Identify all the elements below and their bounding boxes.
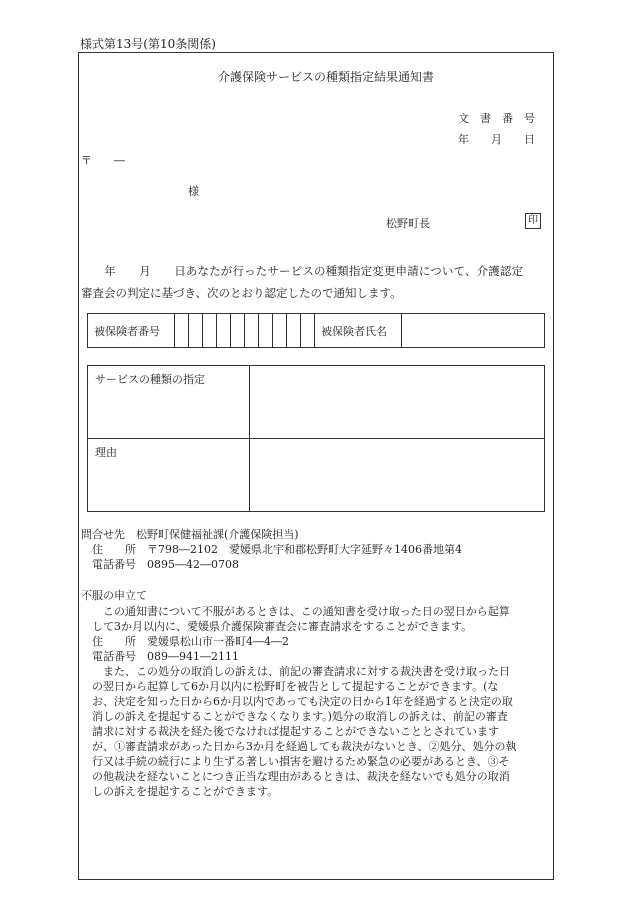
insured-number-digit-2 bbox=[189, 314, 203, 348]
insured-number-digit-9 bbox=[287, 314, 301, 348]
objection-line: この通知書について不服があるときは、この通知書を受け取った日の翌日から起算 bbox=[81, 605, 510, 618]
objection-line: 住 所 愛媛県松山市一番町4―4―2 bbox=[81, 635, 289, 648]
insured-number-digit-3 bbox=[203, 314, 217, 348]
insured-number-digit-1 bbox=[175, 314, 189, 348]
date-label: 年 月 日 bbox=[458, 133, 535, 146]
objection-line: 行又は手続の続行により生ずる著しい損害を避けるため緊急の必要があるとき、③そ bbox=[81, 755, 510, 768]
issuer-name: 松野町長 bbox=[386, 217, 430, 230]
objection-line: が、①審査請求があった日から3か月を経過しても裁決がないとき、②処分、処分の執 bbox=[81, 740, 517, 753]
reason-value-cell bbox=[250, 439, 545, 512]
document-number-label: 文 書 番 号 bbox=[458, 112, 535, 125]
insured-number-digit-8 bbox=[273, 314, 287, 348]
insured-number-digit-10 bbox=[301, 314, 315, 348]
insured-number-digit-4 bbox=[217, 314, 231, 348]
insured-number-label: 被保険者番号 bbox=[94, 324, 160, 338]
objection-line: して3か月以内に、愛媛県介護保険審査会に審査請求をすることができます。 bbox=[81, 620, 473, 633]
form-code: 様式第13号(第10条関係) bbox=[80, 37, 216, 51]
objection-heading: 不服の申立て bbox=[81, 589, 147, 602]
objection-line: 請求に対する裁決を経た後でなければ提起することができないこととされています bbox=[81, 725, 499, 738]
objection-line: お、決定を知った日から6か月以内であっても決定の日から1年を経過すると決定の取 bbox=[81, 695, 513, 708]
contact-phone: 電話番号 0895―42―0708 bbox=[81, 558, 239, 571]
reason-label: 理由 bbox=[95, 446, 117, 459]
document-title: 介護保険サービスの種類指定結果通知書 bbox=[218, 70, 435, 84]
objection-line: しの訴えを提起することができます。 bbox=[81, 785, 279, 798]
service-type-label: サービスの種類の指定 bbox=[95, 373, 205, 386]
reason-label-cell bbox=[88, 439, 250, 512]
insured-name-label-cell bbox=[315, 314, 402, 348]
objection-line: 消しの訴えを提起することができなくなります。)処分の取消しの訴えは、前記の審査 bbox=[81, 710, 508, 723]
insured-number-digit-6 bbox=[245, 314, 259, 348]
contact-line-1: 問合せ先 松野町保健福祉課(介護保険担当) bbox=[81, 528, 299, 541]
objection-line: の翌日から起算して6か月以内に松野町を被告として提起することができます。(な bbox=[81, 680, 499, 693]
service-type-value-cell bbox=[250, 366, 545, 439]
insured-number-label-cell bbox=[88, 314, 175, 348]
objection-line: 電話番号 089―941―2111 bbox=[81, 650, 239, 663]
service-designation-table bbox=[87, 365, 545, 512]
intro-line-2: 審査会の判定に基づき、次のとおり認定したので通知します。 bbox=[81, 286, 402, 300]
insured-number-digit-5 bbox=[231, 314, 245, 348]
seal-stamp bbox=[525, 213, 541, 229]
postal-code-label: 〒 ― bbox=[81, 154, 125, 167]
insured-number-digit-7 bbox=[259, 314, 273, 348]
intro-line-1: 年 月 日あなたが行ったサービスの種類指定変更申請について、介護認定 bbox=[81, 264, 524, 278]
insured-name-label: 被保険者氏名 bbox=[321, 324, 387, 338]
objection-line: の他裁決を経ないことにつき正当な理由があるときは、裁決を経ないでも処分の取消 bbox=[81, 770, 510, 783]
insured-name-value-cell bbox=[402, 314, 545, 348]
contact-address: 住 所 〒798―2102 愛媛県北宇和郡松野町大字延野々1406番地第4 bbox=[81, 543, 462, 556]
seal-stamp-label: 印 bbox=[525, 213, 541, 229]
insured-person-table bbox=[87, 313, 545, 348]
addressee-suffix: 様 bbox=[188, 185, 199, 198]
objection-line: また、この処分の取消しの訴えは、前記の審査請求に対する裁決書を受け取った日 bbox=[81, 665, 510, 678]
service-type-label-cell bbox=[88, 366, 250, 439]
